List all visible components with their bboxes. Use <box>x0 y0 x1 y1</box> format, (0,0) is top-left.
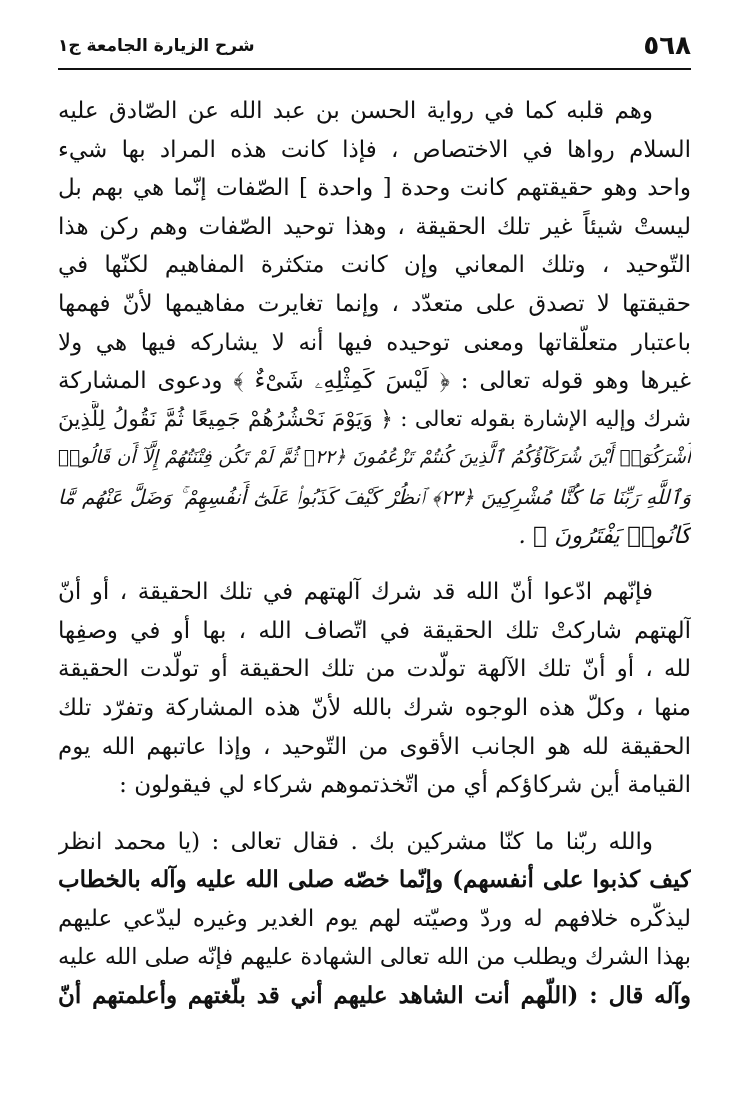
text-line: الحقيقة لله هو الجانب الأقوى من التّوحيد ، وإذا عاتبهم الله يوم <box>58 733 691 760</box>
paragraph-1 <box>58 92 691 555</box>
text-line: حقيقتها لا تصدق على متعدّد ، وإنما تغايرت مفاهيمها لأنّ فهمها <box>58 290 691 317</box>
text-line: كيف كذبوا على أنفسهم) وإنّما خصّه صلى الله عليه وآله بالخطاب <box>58 866 691 894</box>
text-line: لله ، أو أنّ تلك الآلهة تولّدت من تلك الحقيقة أو تولّدت الحقيقة <box>58 656 691 683</box>
header-rule <box>58 68 691 70</box>
text-line: باعتبار متعلّقاتها ومعنى توحيده فيها أنه لا يشاركه فيها هي ولا <box>58 329 691 356</box>
text-line: غيرها وهو قوله تعالى : ﴿ لَيْسَ كَمِثْلِهِۦ شَىْءٌ ﴾ ودعوى المشاركة <box>58 368 691 395</box>
text-line: شرك وإليه الإشارة بقوله تعالى : ﴿ وَيَوْمَ نَحْشُرُهُمْ جَمِيعًا ثُمَّ نَقُولُ لِلَّذِينَ <box>58 406 691 432</box>
running-title: شرح الزيارة الجامعة ج١ <box>58 36 255 56</box>
quran-verse-line: أَشْرَكُوٓا۟ أَيْنَ شُرَكَآؤُكُمُ ٱلَّذِينَ كُنتُمْ تَزْعُمُونَ ﴿٢٢﴾ ثُمَّ لَمْ تَكُن فِتْنَتُهُمْ إِلَّآ أَن قَالُوا۟ <box>58 447 691 469</box>
text-line: التّوحيد ، وتلك المعاني وإن كانت متكثرة المفاهيم لكنّها في <box>58 252 691 279</box>
quran-verse-line: وَٱللَّهِ رَبِّنَا مَا كُنَّا مُشْرِكِينَ ﴿٢٣﴾ ٱنظُرْ كَيْفَ كَذَبُوا۟ عَلَىٰٓ أَنفُسِهِمْ ۚ وَضَلَّ عَنْهُم مَّا <box>58 484 691 509</box>
text-line: السلام رواها في الاختصاص ، فإذا كانت هذه المراد بها شيء <box>58 136 691 163</box>
text-line: وهم قلبه كما في رواية الحسن بن عبد الله عن الصّادق عليه <box>58 98 653 124</box>
text-line: فإنّهم ادّعوا أنّ الله قد شرك آلهتهم في تلك الحقيقة ، أو أنّ <box>58 579 653 606</box>
quran-verse-line: كَانُوا۟ يَفْتَرُونَ ﴾ . <box>518 522 691 549</box>
page-body <box>58 92 691 1016</box>
text-line: وآله قال : (اللّهم أنت الشاهد عليهم أني قد بلّغتهم وأعلمتهم أنّ <box>58 982 691 1010</box>
text-line: واحد وهو حقيقتهم كانت وحدة [ واحدة ] الصّفات إنّما هي بهم بل <box>58 175 691 202</box>
page-header <box>58 28 691 64</box>
text-line: والله ربّنا ما كنّا مشركين بك . فقال تعالى : (يا محمد انظر <box>58 828 653 855</box>
text-line: منها ، وكلّ هذه الوجوه شرك بالله لأنّ هذه المشاركة وتفرّد تلك <box>58 694 691 721</box>
text-line: بهذا الشرك ويطلب من الله تعالى الشهادة عليهم فإنّه صلى الله عليه <box>58 944 691 971</box>
text-line: آلهتهم شاركتْ تلك الحقيقة في اتّصاف الله ، بها أو في وصفِها <box>58 617 691 644</box>
paragraph-3 <box>58 823 691 1016</box>
text-line: ليستْ شيئاً غير تلك الحقيقة ، وهذا توحيد الصّفات وهم ركن هذا <box>58 213 691 240</box>
text-line: ليذكّره خلافهم له وردّ وصيّته لهم يوم الغدير وغيره ليدّعي عليهم <box>58 905 691 932</box>
text-line: القيامة أين شركاؤكم أي من اتّخذتموهم شركاء لي فيقولون : <box>119 772 691 799</box>
paragraph-2 <box>58 573 691 805</box>
page-number: ٥٦٨ <box>643 31 691 61</box>
